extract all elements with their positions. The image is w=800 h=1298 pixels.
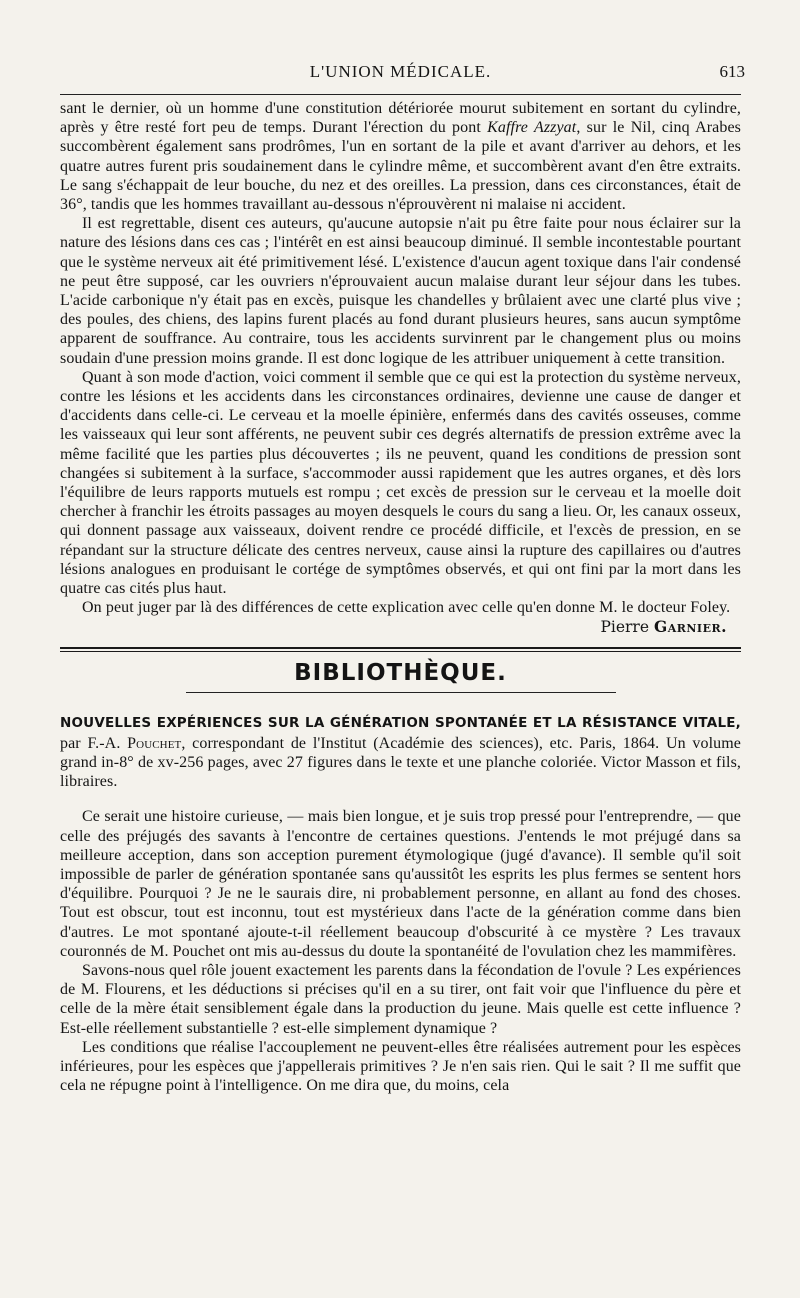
article-paragraph: Il est regrettable, disent ces auteurs, qu'aucune autopsie n'ait pu être faite pour nous éclairer sur la nature des lésions dans ces cas ; l'intérêt en est ainsi beaucoup diminué. Il semble incontestable pourtant que le système nerveux ait été primitivement lésé. L'existence d'aucun agent toxique dans l'air condensé ne peut être supposé, car les ouvriers n'éprouvaient aucun malaise durant leur séjour dans les tubes. L'acide carbonique n'y était pas en excès, puisque les chandelles y brûlaient avec une clarté plus vive ; des poules, des chiens, des lapins furent placés au fond durant plusieurs heures, sans aucun symptôme apparent de souffrance. Au contraire, tous les accidents survinrent par le changement plus ou moins soudain d'une pression moins grande. Il est donc logique de les attribuer uniquement à cette transition. — [60, 215, 741, 367]
article-paragraph: sant le dernier, où un homme d'une constitution détériorée mourut subitement en sortant du cylindre, après y être resté fort peu de temps. Durant l'érection du pont Kaffre Azzyat, sur le Nil, cinq Arabes succombèrent également sans prodrômes, l'un en sortant de la pile et avant d'arriver au dehors, et les quatre autres furent pris soudainement dans le cylindre même, et succombèrent avant d'en être extraits. Le sang s'échappait de leur bouche, du nez et des oreilles. La pression, dans ces circonstances, était de 36°, tandis que les hommes travaillant au-dessous n'éprouvèrent ni malaise ni accident. — [60, 100, 741, 214]
signature-first-name: Pierre — [600, 618, 650, 637]
book-author: Pouchet — [127, 734, 182, 752]
section-title: BIBLIOTHÈQUE. — [294, 660, 507, 687]
book-author-prefix: par F.-A. — [60, 734, 128, 752]
section-divider — [60, 647, 741, 652]
article-paragraph: On peut juger par là des différences de cette explication avec celle qu'en donne M. le docteur Foley. — [82, 599, 731, 617]
article-paragraph: Quant à son mode d'action, voici comment il semble que ce qui est la protection du système nerveux, contre les lésions et les accidents dans les circonstances ordinaires, devienne une cause de danger et d'accidents dans celle-ci. Le cerveau et la moelle épinière, enfermés dans des cavités osseuses, comme les vaisseaux qui leur sont afférents, ne peuvent subir ces degrés alternatifs de pression extrême avec la même facilité que les parties plus découvertes ; ils ne peuvent, quand les conditions de pression sont changées si subitement à la surface, s'accommoder aussi rapidement que les autres organes, et dès lors l'équilibre de leurs rapports mutuels est rompu ; cet excès de pression sur le cerveau et la moelle doit chercher à franchir les étroits passages au moyen desquels le cours du sang a lieu. Or, les canaux osseux, qui donnent passage aux vaisseaux, doivent rendre ce procédé difficile, et l'excès de pression, en se répandant sur la structure délicate des centres nerveux, cause ainsi la rupture des capillaires ou d'autres lésions analogues en produisant le cortége de symptômes observés, et qui ont fini par la mort dans les quatre cas cités plus haut. — [60, 368, 741, 598]
author-signature — [60, 617, 727, 637]
page-header — [60, 58, 745, 88]
page-number: 613 — [719, 62, 745, 81]
bridge-name: Kaffre Azzyat — [487, 119, 577, 137]
book-entry — [60, 713, 741, 791]
book-title: NOUVELLES EXPÉRIENCES SUR LA GÉNÉRATION SPONTANÉE ET LA RÉSISTANCE VITALE, — [60, 715, 741, 732]
title-underline — [186, 692, 616, 693]
book-details: , correspondant de l'Institut (Académie des sciences), etc. Paris, 1864. Un volume grand in-8° de xv-256 pages, avec 27 figures dans le texte et une planche coloriée. Victor Masson et fils, libraires. — [60, 734, 741, 791]
signature-last-name: Garnier. — [653, 617, 727, 637]
running-title: L'UNION MÉDICALE. — [309, 62, 492, 81]
header-rule — [60, 94, 741, 95]
review-paragraph: Ce serait une histoire curieuse, — mais bien longue, et je suis trop pressé pour l'entreprendre, — que celle des préjugés des savants à l'encontre de certaines questions. J'entends le mot préjugé dans sa meilleure acception, dans son acception purement étymologique (jugé d'avance). Il semble qu'il soit impossible de parler de génération spontanée sans qu'aussitôt les esprits les plus fermes se sentent hors d'équilibre. Pourquoi ? Je ne le saurais dire, ni probablement personne, en allant au fond des choses. Tout est obscur, tout est inconnu, tout est mystérieux dans l'acte de la génération comme dans bien d'autres. Le mot spontané ajoute-t-il réellement beaucoup d'obscurité à ce mystère ? Les travaux couronnés de M. Pouchet ont mis au-dessus du doute la spontanéité de l'ovulation chez les mammifères. — [60, 808, 741, 960]
article-body — [60, 99, 741, 637]
review-paragraph: Les conditions que réalise l'accouplement ne peuvent-elles être réalisées autrement pour les espèces inférieures, pour les espèces que j'appellerais primitives ? Je n'en sais rien. Qui le sait ? Il me suffit que cela ne répugne point à l'intelligence. On me dira que, du moins, cela — [60, 1038, 741, 1095]
journal-page — [60, 58, 745, 1095]
review-paragraph: Savons-nous quel rôle jouent exactement les parents dans la fécondation de l'ovule ? Les expériences de M. Flourens, et les déductions si précises qu'il en a su tirer, ont fait voir que l'influence du père et celle de la mère était sensiblement égale dans la production du jeune. Mais quelle est cette influence ? Est-elle réellement substantielle ? est-elle simplement dynamique ? — [60, 961, 741, 1037]
review-body — [60, 807, 741, 1095]
